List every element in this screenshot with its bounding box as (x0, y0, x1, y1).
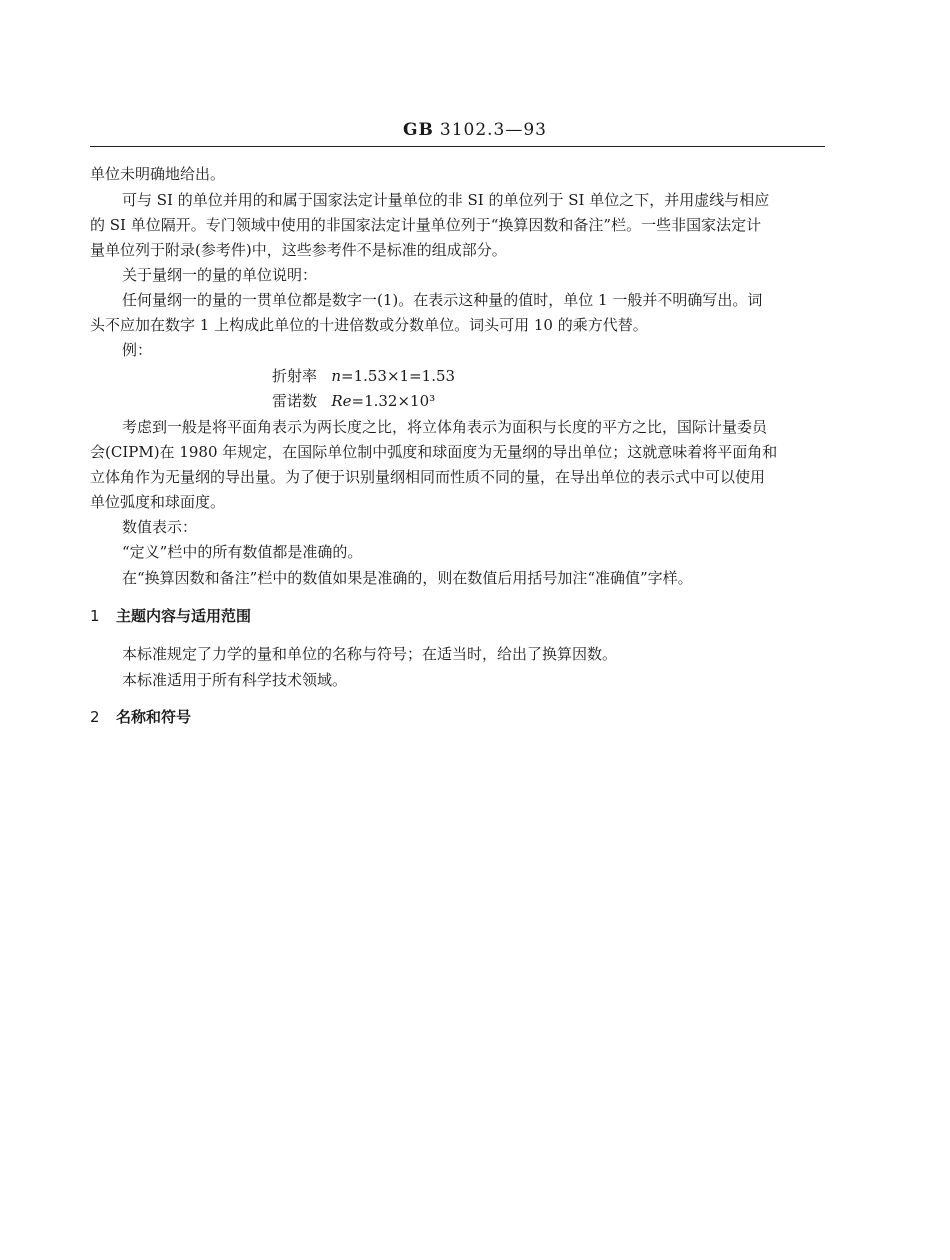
paragraph-line: 关于量纲一的量的单位说明： (122, 266, 318, 284)
section-number: 1 (90, 607, 100, 625)
paragraph-line: 立体角作为无量纲的导出量。为了便于识别量纲相同而性质不同的量，在导出单位的表示式中可以使用 (90, 468, 766, 486)
header-rule (90, 146, 825, 147)
paragraph-line: 的 SI 单位隔开。专门领域中使用的非国家法定计量单位列于“换算因数和备注”栏。一些非国家法定计 (90, 216, 762, 234)
paragraph-line: 可与 SI 的单位并用的和属于国家法定计量单位的非 SI 的单位列于 SI 单位之下，并用虚线与相应 (122, 191, 770, 209)
example-symbol: n (331, 367, 341, 385)
section-heading-2 (90, 706, 191, 727)
standard-number: 3102.3—93 (439, 120, 547, 140)
paragraph-line: 任何量纲一的量的一贯单位都是数字一(1)。在表示这种量的值时，单位 1 一般并不明确写出。词 (122, 291, 763, 309)
example-value: =1.32×10³ (351, 392, 436, 410)
paragraph-line: 本标准适用于所有科学技术领域。 (122, 671, 348, 689)
paragraph-line: 会(CIPM)在 1980 年规定，在国际单位制中弧度和球面度为无量纲的导出单位；这就意味着将平面角和 (90, 443, 778, 461)
example-symbol: Re (331, 392, 352, 410)
paragraph-line: 数值表示： (122, 518, 198, 536)
section-number: 2 (90, 708, 100, 726)
paragraph-line: 本标准规定了力学的量和单位的名称与符号；在适当时，给出了换算因数。 (122, 645, 618, 663)
standard-code: GB (402, 120, 434, 140)
paragraph-line: 考虑到一般是将平面角表示为两长度之比，将立体角表示为面积与长度的平方之比，国际计量委员 (122, 418, 768, 436)
example-value: =1.53×1=1.53 (341, 367, 456, 385)
example-reynolds-number (272, 389, 950, 413)
paragraph-line: 例： (122, 341, 153, 359)
section-title: 主题内容与适用范围 (116, 607, 252, 625)
paragraph-line: 在“换算因数和备注”栏中的数值如果是准确的，则在数值后用括号加注“准确值”字样。 (122, 569, 693, 587)
example-label: 雷诺数 (272, 392, 318, 410)
example-label: 折射率 (272, 367, 318, 385)
example-refractive-index (272, 364, 950, 388)
section-heading-1 (90, 605, 251, 626)
paragraph-line: 单位弧度和球面度。 (90, 493, 226, 511)
paragraph-line: 头不应加在数字 1 上构成此单位的十进倍数或分数单位。词头可用 10 的乘方代替。 (90, 316, 648, 334)
section-title: 名称和符号 (116, 708, 192, 726)
paragraph-line: “定义”栏中的所有数值都是准确的。 (122, 543, 363, 561)
page-header (0, 120, 950, 140)
paragraph-line: 单位未明确地给出。 (90, 165, 226, 183)
paragraph-line: 量单位列于附录(参考件)中，这些参考件不是标准的组成部分。 (90, 241, 507, 259)
